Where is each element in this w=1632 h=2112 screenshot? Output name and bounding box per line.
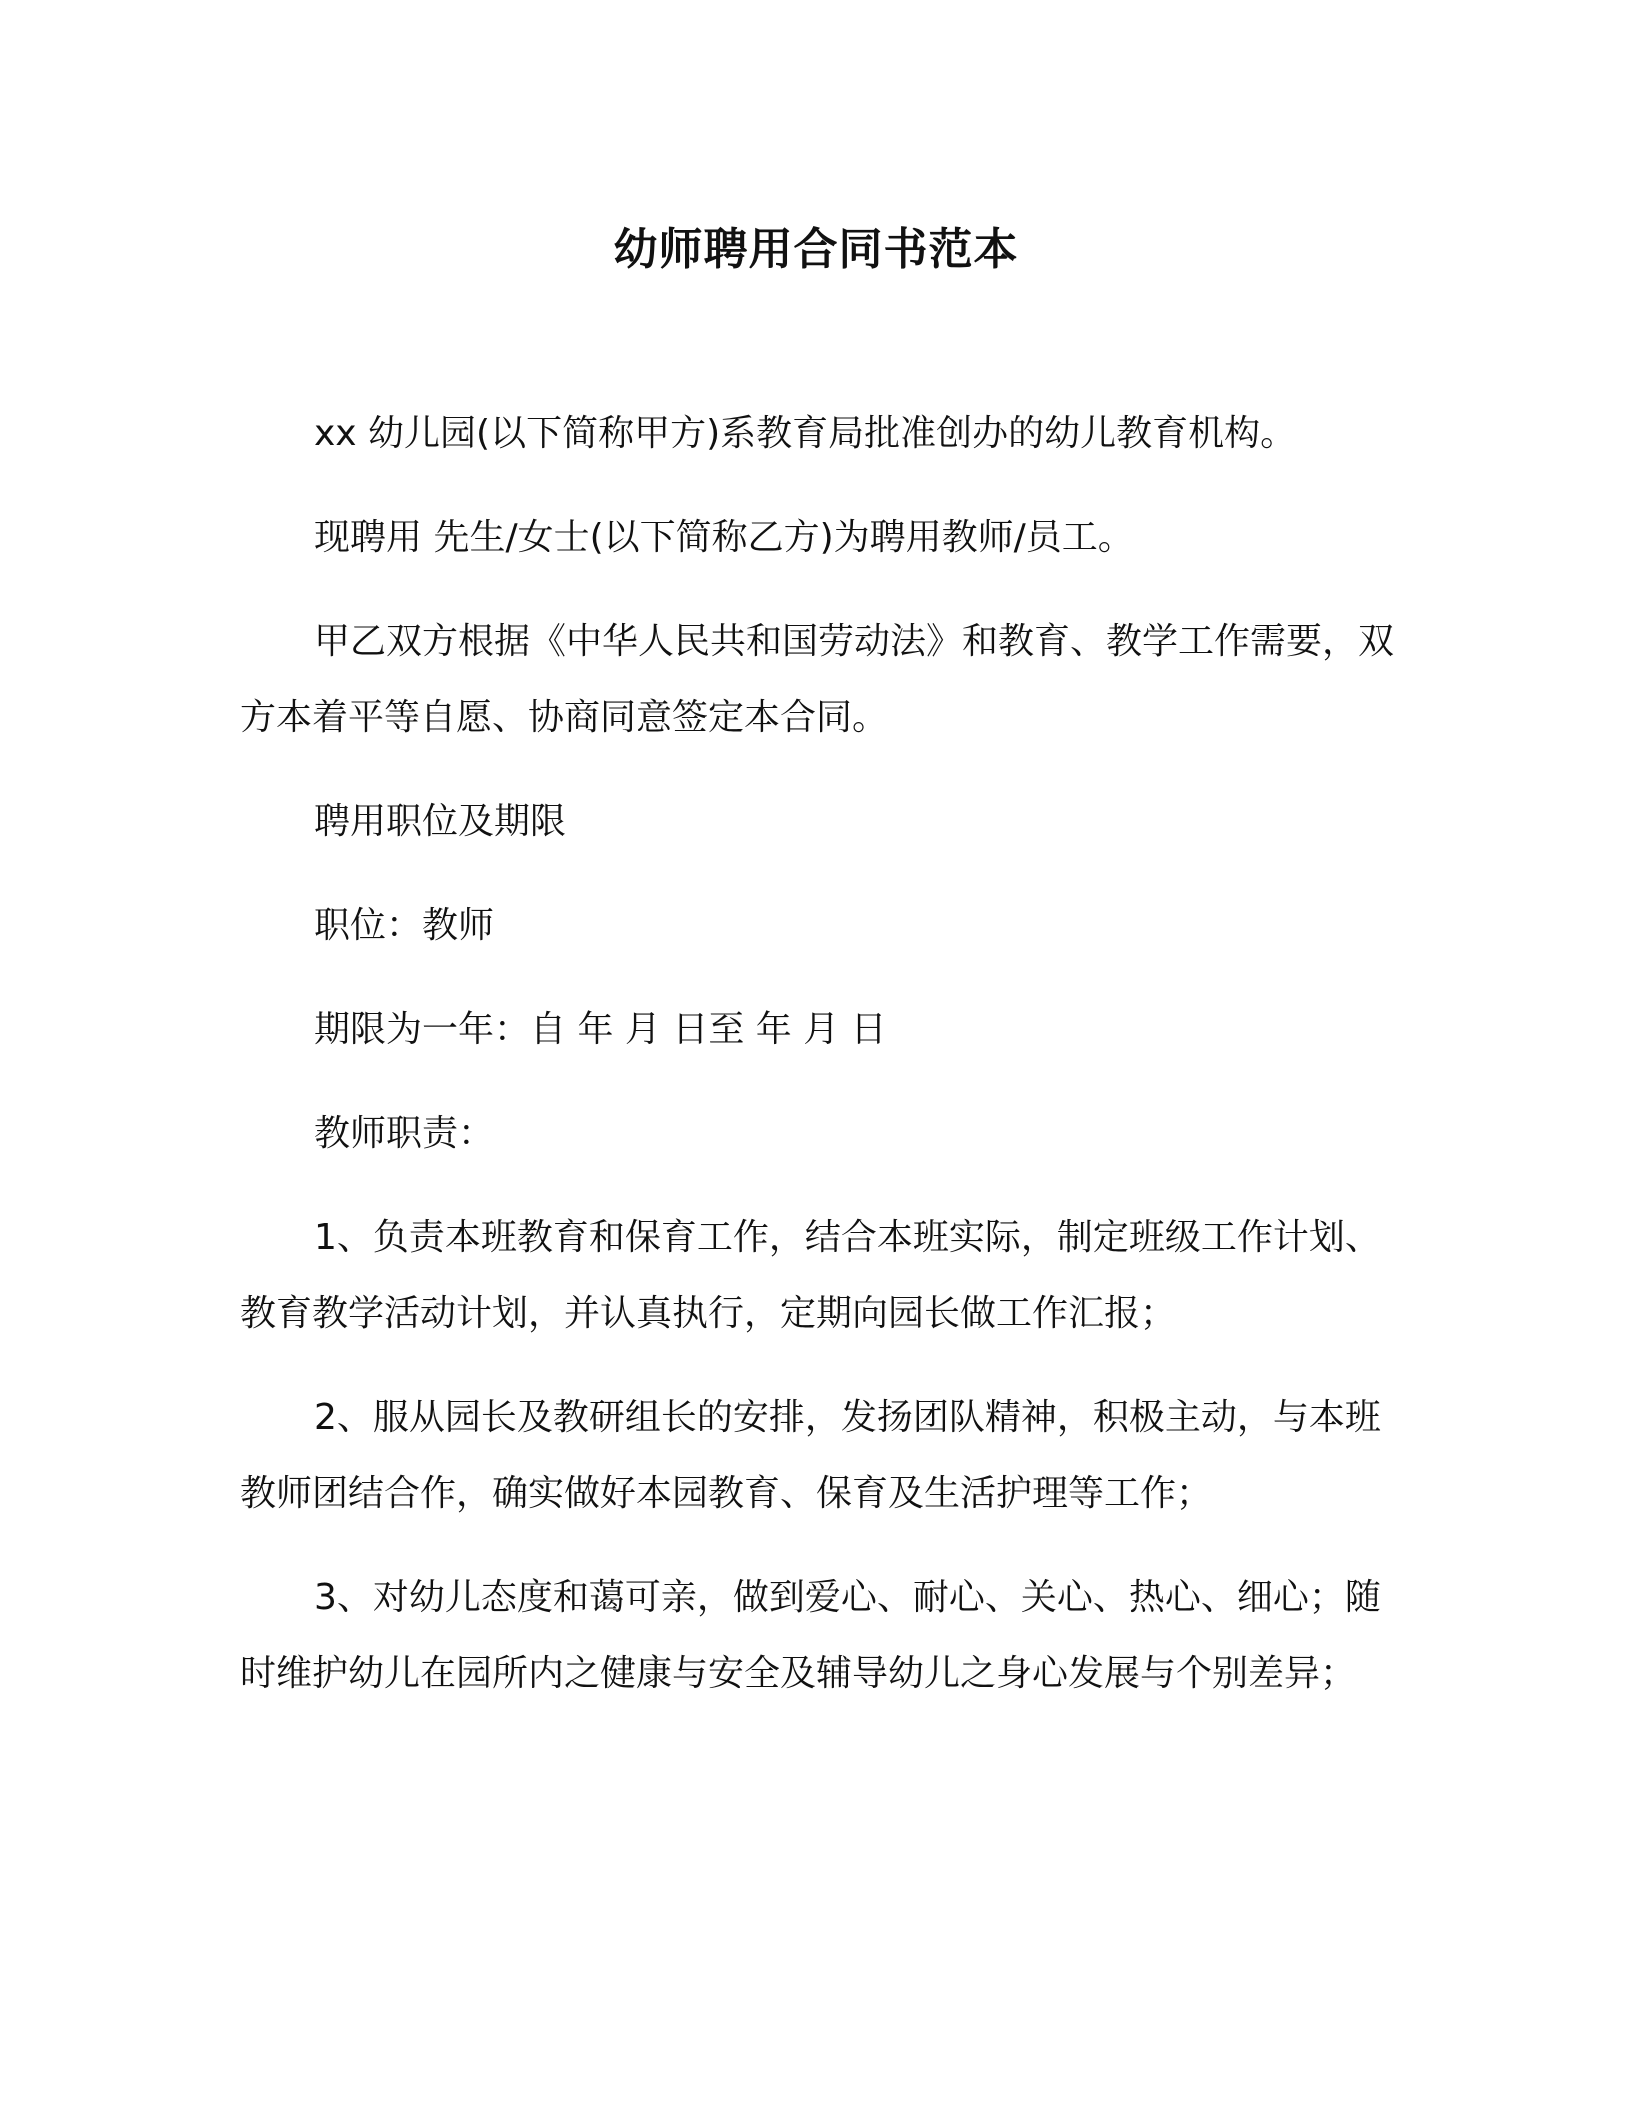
- duty-item-3: 3、对幼儿态度和蔼可亲，做到爱心、耐心、关心、热心、细心；随时维护幼儿在园所内之健康与安全及辅导幼儿之身心发展与个别差异；: [240, 1577, 1381, 1694]
- section-heading-position-term: 聘用职位及期限: [314, 801, 567, 842]
- paragraph-appointee: 现聘用 先生/女士(以下简称乙方)为聘用教师/员工。: [314, 517, 1134, 558]
- paragraph-intro: xx 幼儿园(以下简称甲方)系教育局批准创办的幼儿教育机构。: [314, 413, 1297, 454]
- duty-item-1: 1、负责本班教育和保育工作，结合本班实际，制定班级工作计划、教育教学活动计划，并认真执行，定期向园长做工作汇报；: [240, 1217, 1381, 1334]
- duty-item-2: 2、服从园长及教研组长的安排，发扬团队精神，积极主动，与本班教师团结合作，确实做好本园教育、保育及生活护理等工作；: [240, 1397, 1381, 1514]
- document-title: 幼师聘用合同书范本: [613, 224, 1019, 275]
- document-body: [240, 396, 1400, 1712]
- paragraph-position: 职位：教师: [314, 905, 495, 946]
- paragraph-basis: 甲乙双方根据《中华人民共和国劳动法》和教育、教学工作需要，双方本着平等自愿、协商同意签定本合同。: [240, 621, 1395, 738]
- section-heading-duties: 教师职责：: [314, 1113, 495, 1154]
- paragraph-term: 期限为一年：自 年 月 日至 年 月 日: [314, 1009, 887, 1050]
